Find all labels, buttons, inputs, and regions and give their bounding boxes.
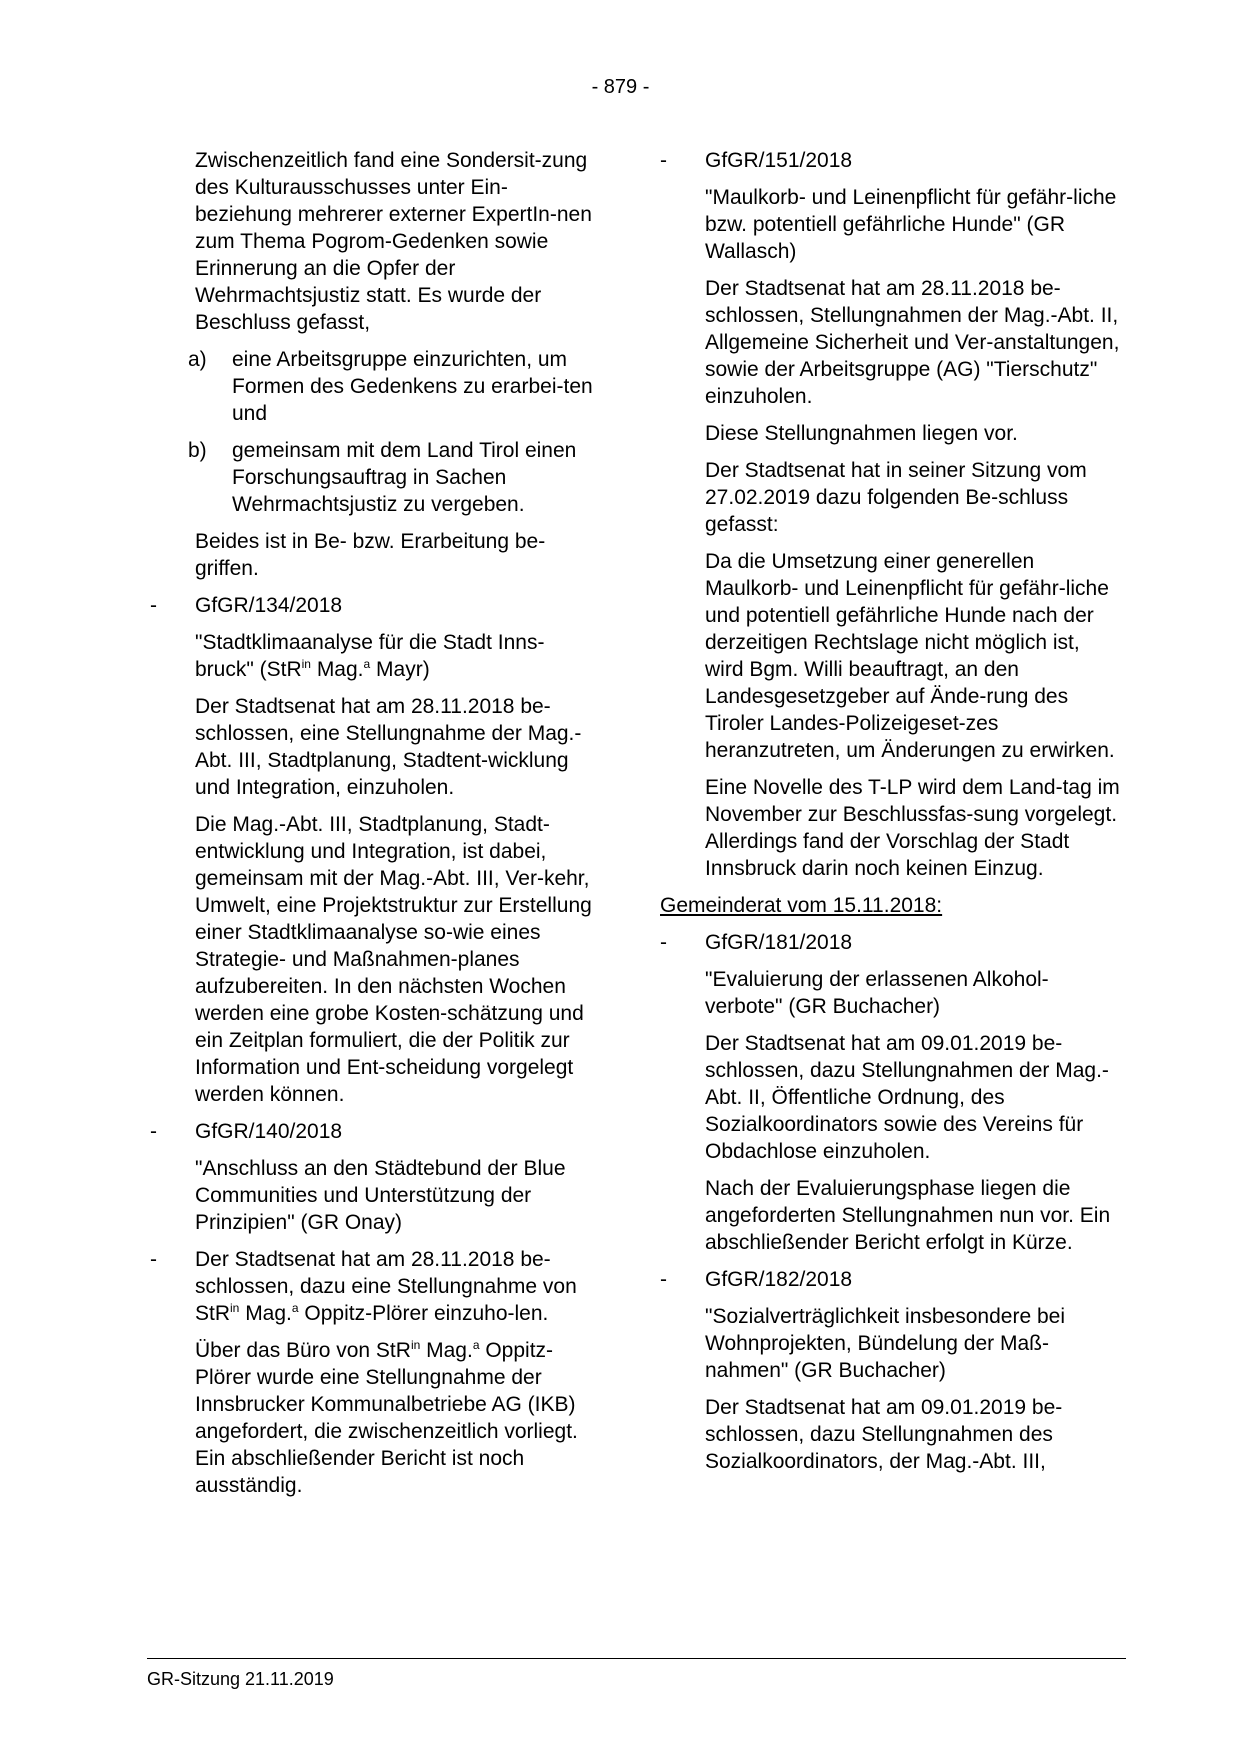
item-title: "Sozialverträglichkeit insbesondere bei Wohnprojekten, Bündelung der Maß-nahmen" (GR Buchacher) [705, 1305, 1065, 1382]
dash-marker: - [150, 1248, 157, 1271]
item-paragraph: Der Stadtsenat hat am 09.01.2019 be-schlossen, dazu Stellungnahmen des Sozialkoordinators, der Mag.-Abt. III, [705, 1396, 1063, 1473]
dash-marker: - [150, 594, 157, 617]
footer-text: GR-Sitzung 21.11.2019 [147, 1669, 334, 1689]
footer-divider [147, 1658, 1126, 1659]
item-title: "Anschluss an den Städtebund der Blue Communities und Unterstützung der Prinzipien" (GR Onay) [195, 1157, 566, 1234]
item-paragraph: Diese Stellungnahmen liegen vor. [705, 422, 1018, 445]
item-code: GfGR/181/2018 [705, 931, 853, 954]
item-paragraph: Da die Umsetzung einer generellen Maulkorb- und Leinenpflicht für gefähr-liche und potentiell gefährliche Hunde nach der derzeitigen Rechtslage nicht möglich ist, wird Bgm. Willi beauftragt, an den Landesgesetzgeber auf Ände-rung des Tiroler Landes-Polizeigeset-zes heranzutreten, um Änderungen zu erwirken. [705, 550, 1115, 762]
item-code: GfGR/140/2018 [195, 1120, 343, 1143]
item-paragraph: Der Stadtsenat hat am 09.01.2019 be-schlossen, dazu Stellungnahmen der Mag.-Abt. II, Öffentliche Ordnung, des Sozialkoordinators sowie des Vereins für Obdachlose einzuholen. [705, 1032, 1109, 1163]
item-code: GfGR/182/2018 [705, 1268, 853, 1291]
list-text-a: eine Arbeitsgruppe einzurichten, um Formen des Gedenkens zu erarbei-ten und [232, 348, 593, 425]
item-title: "Stadtklimaanalyse für die Stadt Inns-bruck" (StR$^{in}$ Mag.$^a$ Mayr) [195, 631, 545, 681]
status-paragraph: Beides ist in Be- bzw. Erarbeitung be-griffen. [195, 530, 546, 580]
dash-marker: - [660, 1268, 667, 1291]
agenda-item-140 [150, 1118, 602, 1145]
item-paragraph: Der Stadtsenat hat in seiner Sitzung vom 27.02.2019 dazu folgenden Be-schluss gefasst: [705, 459, 1087, 536]
dash-marker: - [660, 931, 667, 954]
agenda-item-134 [150, 592, 602, 619]
dash-marker: - [150, 1120, 157, 1143]
item-paragraph: Die Mag.-Abt. III, Stadtplanung, Stadt-entwicklung und Integration, ist dabei, gemeinsam mit der Mag.-Abt. III, Ver-kehr, Umwelt, eine Projektstruktur zur Erstellung einer Stadtklimaanalyse so-wie eines Strategie- und Maßnahmen-planes aufzubereiten. In den nächsten Wochen werden eine grobe Kosten-schätzung und ein Zeitplan formuliert, die der Politik zur Information und Ent-scheidung vorgelegt werden können. [195, 813, 592, 1106]
item-paragraph: Eine Novelle des T-LP wird dem Land-tag im November zur Beschlussfas-sung vorgelegt. Allerdings fand der Vorschlag der Stadt Innsbruck darin noch keinen Einzug. [705, 776, 1120, 880]
right-column [660, 147, 1120, 1485]
list-text-b: gemeinsam mit dem Land Tirol einen Forschungsauftrag in Sachen Wehrmachtsjustiz zu vergeben. [232, 439, 577, 516]
dash-marker: - [660, 149, 667, 172]
list-label-a: a) [188, 348, 207, 371]
item-title: "Evaluierung der erlassenen Alkohol-verbote" (GR Buchacher) [705, 968, 1049, 1018]
item-code: GfGR/134/2018 [195, 594, 343, 617]
agenda-item-decision [150, 1246, 602, 1327]
item-paragraph: Über das Büro von StR$^{in}$ Mag.$^a$ Oppitz-Plörer wurde eine Stellungnahme der Innsbrucker Kommunalbetriebe AG (IKB) angefordert, die zwischenzeitlich vorliegt. Ein abschließender Bericht ist noch ausständig. [195, 1338, 578, 1497]
agenda-item-182 [660, 1266, 1120, 1293]
list-item-a [150, 346, 602, 427]
item-paragraph: Nach der Evaluierungsphase liegen die angeforderten Stellungnahmen nun vor. Ein abschließender Bericht erfolgt in Kürze. [705, 1177, 1111, 1254]
agenda-item-181 [660, 929, 1120, 956]
item-paragraph: Der Stadtsenat hat am 28.11.2018 be-schlossen, eine Stellungnahme der Mag.-Abt. III, Stadtplanung, Stadtent-wicklung und Integration, einzuholen. [195, 695, 582, 799]
section-heading: Gemeinderat vom 15.11.2018: [660, 894, 943, 917]
agenda-item-151 [660, 147, 1120, 174]
page-number: - 879 - [591, 76, 650, 98]
item-paragraph: Der Stadtsenat hat am 28.11.2018 be-schlossen, dazu eine Stellungnahme von StR$^{in}$ Mag.$^a$ Oppitz-Plörer einzuho-len. [195, 1248, 577, 1325]
item-title: "Maulkorb- und Leinenpflicht für gefähr-liche bzw. potentiell gefährliche Hunde" (GR Wallasch) [705, 186, 1117, 263]
list-item-b [150, 437, 602, 518]
item-paragraph: Der Stadtsenat hat am 28.11.2018 be-schlossen, Stellungnahmen der Mag.-Abt. II, Allgemeine Sicherheit und Ver-anstaltungen, sowie der Arbeitsgruppe (AG) "Tierschutz" einzuholen. [705, 277, 1120, 408]
list-label-b: b) [188, 439, 207, 462]
item-code: GfGR/151/2018 [705, 149, 853, 172]
left-column [150, 147, 602, 1509]
intro-paragraph: Zwischenzeitlich fand eine Sondersit-zung des Kulturausschusses unter Ein-beziehung mehrerer externer ExpertIn-nen zum Thema Pogrom-Gedenken sowie Erinnerung an die Opfer der Wehrmachtsjustiz statt. Es wurde der Beschluss gefasst, [195, 149, 592, 334]
